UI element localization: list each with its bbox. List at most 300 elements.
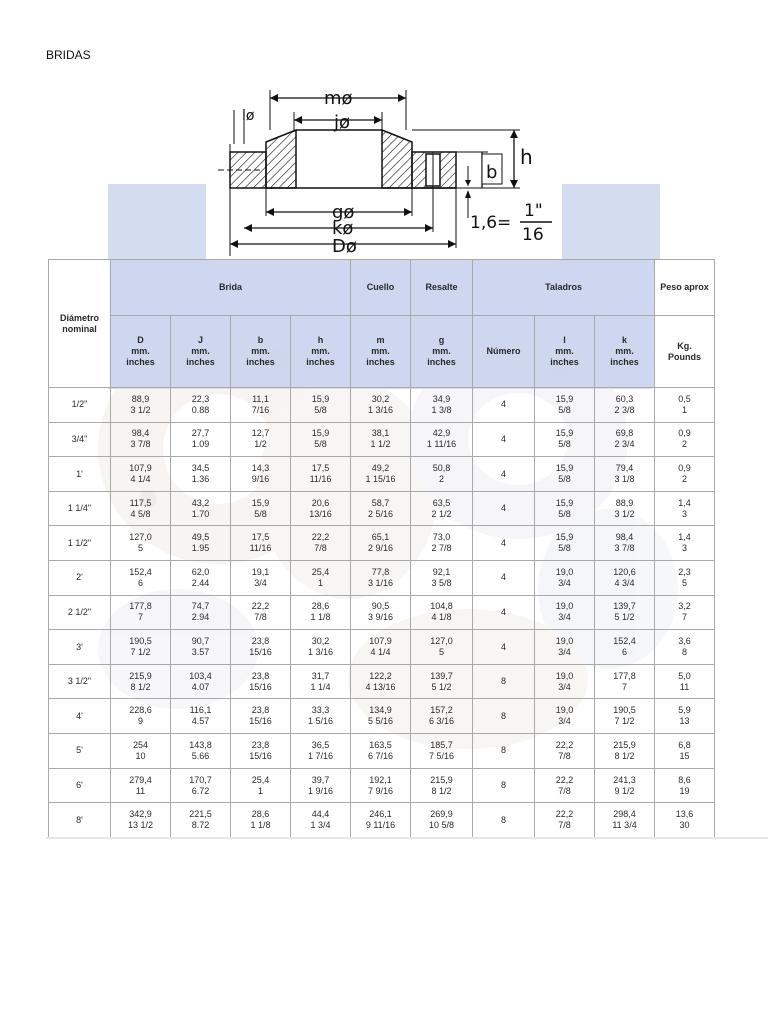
header-band-left — [108, 184, 206, 260]
cell-nominal-size: 1' — [49, 457, 111, 492]
flange-spec-table — [48, 259, 715, 838]
cell-g-value: 127,0 — [430, 636, 453, 647]
cell-h-value: 13/16 — [309, 508, 332, 519]
cell-m-value: 9 11/16 — [365, 820, 396, 831]
cell-l — [535, 491, 595, 526]
cell-D — [111, 664, 171, 699]
cell-b-value: 14,3 — [251, 463, 270, 474]
subheader-D-line: mm. — [131, 346, 150, 356]
cell-J — [171, 768, 231, 803]
cell-k-value: 6 — [622, 647, 628, 658]
cell-w-value: 1,4 — [678, 532, 691, 543]
cell-b — [231, 803, 291, 838]
cell-k-value: 60,3 — [615, 393, 634, 404]
cell-w — [655, 457, 715, 492]
cell-h-value: 7/8 — [314, 543, 327, 554]
cell-l-value: 7/8 — [558, 750, 571, 761]
cell-m — [351, 664, 411, 699]
page-divider — [46, 837, 768, 839]
cell-n: 4 — [473, 526, 535, 561]
cell-l-value: 19,0 — [555, 566, 574, 577]
cell-g — [411, 491, 473, 526]
cell-g-value: 1 3/8 — [431, 404, 452, 415]
cell-k-value: 3 1/8 — [614, 474, 635, 485]
cell-h — [291, 734, 351, 769]
cell-D — [111, 803, 171, 838]
cell-b-value: 23,8 — [251, 705, 270, 716]
cell-D — [111, 491, 171, 526]
cell-b — [231, 561, 291, 596]
cell-h-value: 44,4 — [311, 809, 330, 820]
dim-label-j: jø — [334, 112, 351, 133]
cell-b-value: 19,1 — [251, 566, 270, 577]
cell-b-value: 23,8 — [251, 739, 270, 750]
cell-h-value: 30,2 — [311, 636, 330, 647]
cell-m-value: 192,1 — [369, 774, 392, 785]
cell-w-value: 3 — [682, 508, 688, 519]
cell-k-value: 7 1/2 — [614, 716, 635, 727]
cell-h — [291, 561, 351, 596]
cell-g — [411, 595, 473, 630]
cell-J-value: 103,4 — [189, 670, 212, 681]
cell-D-value: 254 — [132, 739, 149, 750]
cell-w — [655, 768, 715, 803]
cell-J-value: 5.66 — [191, 750, 210, 761]
cell-l-value: 7/8 — [558, 820, 571, 831]
cell-J-value: 43,2 — [191, 497, 210, 508]
cell-b — [231, 526, 291, 561]
subheader-g-line: inches — [427, 357, 456, 367]
cell-h — [291, 595, 351, 630]
cell-b — [231, 699, 291, 734]
cell-l-value: 3/4 — [558, 647, 571, 658]
cell-n: 8 — [473, 699, 535, 734]
cell-n: 8 — [473, 664, 535, 699]
cell-D — [111, 388, 171, 423]
cell-D-value: 5 — [137, 543, 143, 554]
cell-h — [291, 422, 351, 457]
cell-h-value: 1 5/16 — [307, 716, 334, 727]
cell-J-value: 6.72 — [191, 785, 210, 796]
table-row — [49, 457, 715, 492]
cell-D-value: 8 1/2 — [130, 681, 151, 692]
cell-D — [111, 457, 171, 492]
cell-g-value: 42,9 — [432, 428, 451, 439]
cell-w-value: 6,8 — [678, 739, 691, 750]
cell-g-value: 215,9 — [430, 774, 453, 785]
cell-m-value: 58,7 — [371, 497, 390, 508]
subheader-g-line: mm. — [432, 346, 451, 356]
cell-l-value: 15,9 — [555, 428, 574, 439]
cell-J-value: 2.44 — [191, 577, 210, 588]
cell-D-value: 152,4 — [129, 566, 152, 577]
cell-k-value: 120,6 — [613, 566, 636, 577]
cell-k-value: 298,4 — [613, 809, 636, 820]
cell-h — [291, 457, 351, 492]
cell-g — [411, 388, 473, 423]
dim-label-b: b — [486, 162, 498, 183]
cell-nominal-size: 2 1/2" — [49, 595, 111, 630]
cell-g-value: 73,0 — [432, 532, 451, 543]
cell-k-value: 11 3/4 — [612, 820, 637, 831]
cell-k — [595, 803, 655, 838]
subheader-l-line: l — [563, 335, 566, 345]
table-row — [49, 803, 715, 838]
cell-g — [411, 664, 473, 699]
cell-D-value: 6 — [137, 577, 143, 588]
cell-k-value: 88,9 — [615, 497, 634, 508]
cell-h — [291, 768, 351, 803]
cell-J — [171, 388, 231, 423]
cell-k-value: 69,8 — [615, 428, 634, 439]
table-row — [49, 595, 715, 630]
cell-J — [171, 630, 231, 665]
cell-h-value: 31,7 — [311, 670, 330, 681]
cell-D — [111, 630, 171, 665]
cell-n: 4 — [473, 422, 535, 457]
subheader-m-line: m — [376, 335, 385, 345]
subheader-g — [411, 316, 473, 388]
subheader-k-line: k — [622, 335, 628, 345]
cell-J-value: 4.07 — [191, 681, 210, 692]
cell-l — [535, 561, 595, 596]
cell-g-value: 6 3/16 — [429, 716, 455, 727]
cell-w-value: 0,9 — [678, 428, 691, 439]
cell-w-value: 13 — [679, 716, 690, 727]
formula-numerator: 1" — [524, 201, 543, 221]
cell-h — [291, 388, 351, 423]
cell-k — [595, 561, 655, 596]
cell-nominal-size: 3' — [49, 630, 111, 665]
cell-J — [171, 526, 231, 561]
cell-l-value: 5/8 — [558, 439, 571, 450]
subheader-J-line: inches — [186, 357, 215, 367]
cell-D-value: 342,9 — [129, 809, 152, 820]
cell-D — [111, 526, 171, 561]
header-brida: Brida — [111, 260, 351, 316]
cell-h — [291, 491, 351, 526]
cell-w-value: 3 — [682, 543, 688, 554]
cell-w-value: 5,9 — [678, 705, 691, 716]
cell-J-value: 62,0 — [191, 566, 210, 577]
cell-w-value: 11 — [679, 681, 690, 692]
cell-h-value: 5/8 — [314, 439, 327, 450]
cell-J-value: 2.94 — [191, 612, 210, 623]
cell-m-value: 1 1/2 — [370, 439, 391, 450]
cell-w — [655, 561, 715, 596]
cell-J-value: 8.72 — [191, 820, 210, 831]
cell-g-value: 4 1/8 — [431, 612, 452, 623]
cell-h-value: 15,9 — [311, 393, 330, 404]
table-row — [49, 561, 715, 596]
cell-w — [655, 699, 715, 734]
cell-b-value: 25,4 — [251, 774, 270, 785]
cell-D — [111, 561, 171, 596]
cell-k — [595, 734, 655, 769]
cell-w — [655, 664, 715, 699]
cell-h-value: 5/8 — [314, 404, 327, 415]
cell-D-value: 7 — [137, 612, 143, 623]
cell-nominal-size: 8' — [49, 803, 111, 838]
cell-l — [535, 803, 595, 838]
cell-b — [231, 491, 291, 526]
cell-k — [595, 768, 655, 803]
cell-J-value: 1.36 — [191, 474, 210, 485]
cell-m — [351, 803, 411, 838]
cell-w — [655, 526, 715, 561]
cell-b — [231, 422, 291, 457]
cell-h-value: 1 1/4 — [310, 681, 331, 692]
cell-w — [655, 595, 715, 630]
cell-l — [535, 734, 595, 769]
cell-D-value: 4 1/4 — [130, 474, 151, 485]
cell-w-value: 2,3 — [678, 566, 691, 577]
subheader-k — [595, 316, 655, 388]
cell-J-value: 27,7 — [191, 428, 210, 439]
cell-g-value: 269,9 — [430, 809, 453, 820]
cell-w-value: 8 — [682, 647, 688, 658]
cell-h-value: 17,5 — [311, 463, 330, 474]
cell-h-value: 22,2 — [311, 532, 330, 543]
cell-l-value: 19,0 — [555, 601, 574, 612]
cell-h-value: 11/16 — [309, 474, 332, 485]
cell-m-value: 77,8 — [371, 566, 390, 577]
cell-b — [231, 734, 291, 769]
cell-h-value: 1 1/8 — [310, 612, 331, 623]
subheader-b-line: b — [257, 335, 264, 345]
cell-h — [291, 803, 351, 838]
cell-D-value: 4 5/8 — [130, 508, 151, 519]
cell-b-value: 17,5 — [251, 532, 270, 543]
cell-D-value: 228,6 — [129, 705, 152, 716]
cell-g-value: 2 7/8 — [431, 543, 452, 554]
cell-k — [595, 526, 655, 561]
cell-m-value: 2 5/16 — [368, 508, 394, 519]
cell-l-value: 15,9 — [555, 393, 574, 404]
cell-D-value: 117,5 — [129, 497, 152, 508]
cell-b — [231, 595, 291, 630]
cell-D-value: 177,8 — [129, 601, 152, 612]
cell-J-value: 22,3 — [191, 393, 210, 404]
cell-b-value: 5/8 — [254, 508, 267, 519]
cell-D-value: 215,9 — [129, 670, 152, 681]
cell-l — [535, 595, 595, 630]
cell-J — [171, 561, 231, 596]
header-diametro-nominal: Diámetro nominal — [49, 260, 111, 388]
cell-w-value: 0,9 — [678, 463, 691, 474]
cell-J-value: 170,7 — [189, 774, 212, 785]
cell-k — [595, 595, 655, 630]
cell-b-value: 22,2 — [251, 601, 270, 612]
cell-D-value: 3 7/8 — [130, 439, 151, 450]
dim-label-l: lø — [242, 108, 255, 124]
cell-J-value: 74,7 — [191, 601, 210, 612]
cell-J-value: 3.57 — [191, 647, 210, 658]
cell-b-value: 7/8 — [254, 612, 267, 623]
cell-l-value: 5/8 — [558, 404, 571, 415]
cell-b-value: 15/16 — [249, 750, 272, 761]
cell-nominal-size: 3 1/2" — [49, 664, 111, 699]
table-row — [49, 699, 715, 734]
cell-g-value: 104,8 — [430, 601, 453, 612]
cell-h-value: 1 3/16 — [307, 647, 334, 658]
cell-l-value: 5/8 — [558, 543, 571, 554]
cell-k-value: 9 1/2 — [614, 785, 635, 796]
cell-D-value: 279,4 — [129, 774, 152, 785]
cell-w — [655, 803, 715, 838]
subheader-h — [291, 316, 351, 388]
cell-m-value: 1 15/16 — [365, 474, 396, 485]
cell-nominal-size: 1/2" — [49, 388, 111, 423]
header-resalte: Resalte — [411, 260, 473, 316]
cell-g — [411, 526, 473, 561]
cell-b-value: 1 1/8 — [250, 820, 271, 831]
cell-l-value: 22,2 — [555, 809, 574, 820]
cell-D-value: 9 — [137, 716, 143, 727]
flange-diagram — [206, 82, 562, 260]
cell-nominal-size: 5' — [49, 734, 111, 769]
cell-w-value: 5 — [682, 577, 688, 588]
cell-J-value: 49,5 — [191, 532, 210, 543]
subheader-D — [111, 316, 171, 388]
cell-l-value: 3/4 — [558, 716, 571, 727]
subheader-peso-line: Pounds — [668, 351, 702, 362]
cell-g-value: 34,9 — [432, 393, 451, 404]
cell-l — [535, 388, 595, 423]
header-peso-aprox: Peso aprox — [655, 260, 715, 316]
dim-label-k: kø — [332, 218, 354, 239]
page-heading: BRIDAS — [46, 48, 91, 62]
cell-l-value: 3/4 — [558, 612, 571, 623]
cell-D-value: 127,0 — [129, 532, 152, 543]
cell-w-value: 2 — [682, 474, 688, 485]
cell-l-value: 5/8 — [558, 508, 571, 519]
cell-m-value: 1 3/16 — [368, 404, 394, 415]
subheader-J-line: mm. — [191, 346, 210, 356]
cell-g — [411, 561, 473, 596]
cell-h-value: 33,3 — [311, 705, 330, 716]
cell-n: 4 — [473, 561, 535, 596]
cell-m-value: 90,5 — [371, 601, 390, 612]
cell-k-value: 7 — [622, 681, 628, 692]
cell-g — [411, 768, 473, 803]
cell-l-value: 3/4 — [558, 577, 571, 588]
cell-n: 8 — [473, 734, 535, 769]
cell-n: 4 — [473, 388, 535, 423]
cell-g — [411, 457, 473, 492]
cell-h — [291, 699, 351, 734]
subheader-b — [231, 316, 291, 388]
cell-g — [411, 630, 473, 665]
cell-b-value: 15,9 — [251, 497, 270, 508]
cell-n: 4 — [473, 595, 535, 630]
cell-b-value: 11/16 — [249, 543, 272, 554]
cell-nominal-size: 1 1/4" — [49, 491, 111, 526]
cell-m-value: 4 1/4 — [370, 647, 391, 658]
flange-table-container — [48, 259, 714, 838]
cell-g-value: 10 5/8 — [429, 820, 455, 831]
cell-l-value: 15,9 — [555, 463, 574, 474]
cell-k — [595, 630, 655, 665]
table-row — [49, 526, 715, 561]
cell-J — [171, 803, 231, 838]
cell-g-value: 139,7 — [430, 670, 453, 681]
cell-g-value: 157,2 — [430, 705, 453, 716]
cell-m — [351, 595, 411, 630]
cell-l-value: 22,2 — [555, 774, 574, 785]
cell-g-value: 92,1 — [432, 566, 451, 577]
cell-w — [655, 630, 715, 665]
cell-m-value: 2 9/16 — [368, 543, 394, 554]
cell-k-value: 3 7/8 — [614, 543, 635, 554]
cell-w-value: 19 — [679, 785, 690, 796]
cell-l — [535, 457, 595, 492]
cell-k-value: 4 3/4 — [614, 577, 635, 588]
cell-D-value: 7 1/2 — [130, 647, 151, 658]
cell-h-value: 1 9/16 — [307, 785, 334, 796]
cell-n: 8 — [473, 803, 535, 838]
cell-k-value: 2 3/8 — [614, 404, 635, 415]
dim-label-m: mø — [324, 88, 353, 109]
cell-h-value: 1 7/16 — [307, 750, 334, 761]
cell-m-value: 5 5/16 — [368, 716, 394, 727]
cell-J-value: 1.95 — [191, 543, 210, 554]
cell-l — [535, 526, 595, 561]
cell-h-value: 25,4 — [311, 566, 330, 577]
subheader-peso-line: Kg. — [677, 340, 692, 351]
cell-l-value: 15,9 — [555, 497, 574, 508]
cell-m — [351, 699, 411, 734]
cell-b-value: 23,8 — [251, 636, 270, 647]
cell-g-value: 8 1/2 — [431, 785, 452, 796]
cell-nominal-size: 3/4" — [49, 422, 111, 457]
table-row — [49, 630, 715, 665]
cell-m — [351, 457, 411, 492]
cell-J-value: 143,8 — [189, 739, 212, 750]
subheader-D-line: inches — [126, 357, 155, 367]
cell-J-value: 90,7 — [191, 636, 210, 647]
cell-k-value: 3 1/2 — [614, 508, 635, 519]
cell-J-value: 1.70 — [191, 508, 210, 519]
cell-g — [411, 422, 473, 457]
cell-w-value: 30 — [679, 820, 690, 831]
cell-l — [535, 630, 595, 665]
cell-m-value: 7 9/16 — [368, 785, 394, 796]
cell-D — [111, 595, 171, 630]
cell-k-value: 8 1/2 — [614, 750, 635, 761]
header-taladros: Taladros — [473, 260, 655, 316]
cell-D-value: 107,9 — [129, 463, 152, 474]
cell-h-value: 15,9 — [311, 428, 330, 439]
cell-m-value: 49,2 — [371, 463, 390, 474]
cell-b — [231, 457, 291, 492]
cell-g-value: 185,7 — [430, 739, 453, 750]
formula-label: 1,6= — [470, 213, 512, 233]
cell-b — [231, 630, 291, 665]
cell-m — [351, 768, 411, 803]
cell-J-value: 1.09 — [191, 439, 210, 450]
cell-b-value: 1/2 — [254, 439, 267, 450]
dim-label-g: gø — [332, 202, 355, 223]
cell-D-value: 10 — [135, 750, 146, 761]
cell-l-value: 3/4 — [558, 681, 571, 692]
cell-m-value: 6 7/16 — [368, 750, 394, 761]
cell-m-value: 38,1 — [371, 428, 390, 439]
cell-w-value: 1,4 — [678, 497, 691, 508]
cell-k-value: 190,5 — [613, 705, 636, 716]
table-row — [49, 768, 715, 803]
cell-h-value: 36,5 — [311, 739, 330, 750]
